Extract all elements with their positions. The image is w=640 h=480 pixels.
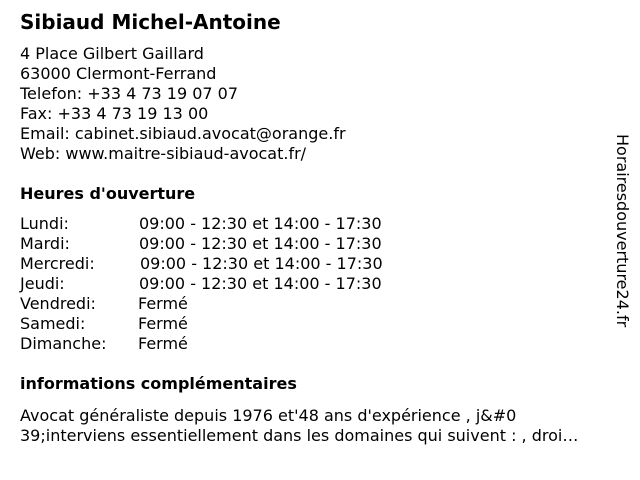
phone-line: Telefon: +33 4 73 19 07 07 xyxy=(20,84,239,103)
address-line-2: 63000 Clermont-Ferrand xyxy=(20,64,217,83)
hours-day-label: Mardi: xyxy=(20,234,70,253)
hours-day-label: Samedi: xyxy=(20,314,86,333)
hours-time-value: 09:00 - 12:30 et 14:00 - 17:30 xyxy=(139,234,382,253)
hours-day-label: Jeudi: xyxy=(20,274,65,293)
additional-info-heading: informations complémentaires xyxy=(20,374,297,393)
hours-time-value: 09:00 - 12:30 et 14:00 - 17:30 xyxy=(139,274,382,293)
additional-info-line-2: 39;interviens essentiellement dans les domaines qui suivent : , droi… xyxy=(20,426,579,445)
hours-time-value: 09:00 - 12:30 et 14:00 - 17:30 xyxy=(140,254,383,273)
fax-line: Fax: +33 4 73 19 13 00 xyxy=(20,104,209,123)
hours-day-label: Mercredi: xyxy=(20,254,95,273)
opening-hours-heading: Heures d'ouverture xyxy=(20,184,196,203)
hours-day-label: Dimanche: xyxy=(20,334,107,353)
hours-day-label: Vendredi: xyxy=(20,294,96,313)
hours-time-value: Fermé xyxy=(138,314,188,333)
address-line-1: 4 Place Gilbert Gaillard xyxy=(20,44,204,63)
email-line: Email: cabinet.sibiaud.avocat@orange.fr xyxy=(20,124,346,143)
hours-time-value: 09:00 - 12:30 et 14:00 - 17:30 xyxy=(139,214,382,233)
site-watermark: Horairesdouverture24.fr xyxy=(613,134,632,328)
web-line: Web: www.maitre-sibiaud-avocat.fr/ xyxy=(20,144,307,163)
hours-time-value: Fermé xyxy=(138,294,188,313)
hours-time-value: Fermé xyxy=(138,334,188,353)
business-name: Sibiaud Michel-Antoine xyxy=(20,10,281,34)
contact-block xyxy=(20,44,346,164)
hours-day-label: Lundi: xyxy=(20,214,69,233)
additional-info-line-1: Avocat généraliste depuis 1976 et'48 ans d'expérience , j&#0 xyxy=(20,406,517,425)
additional-info-text xyxy=(20,406,630,446)
